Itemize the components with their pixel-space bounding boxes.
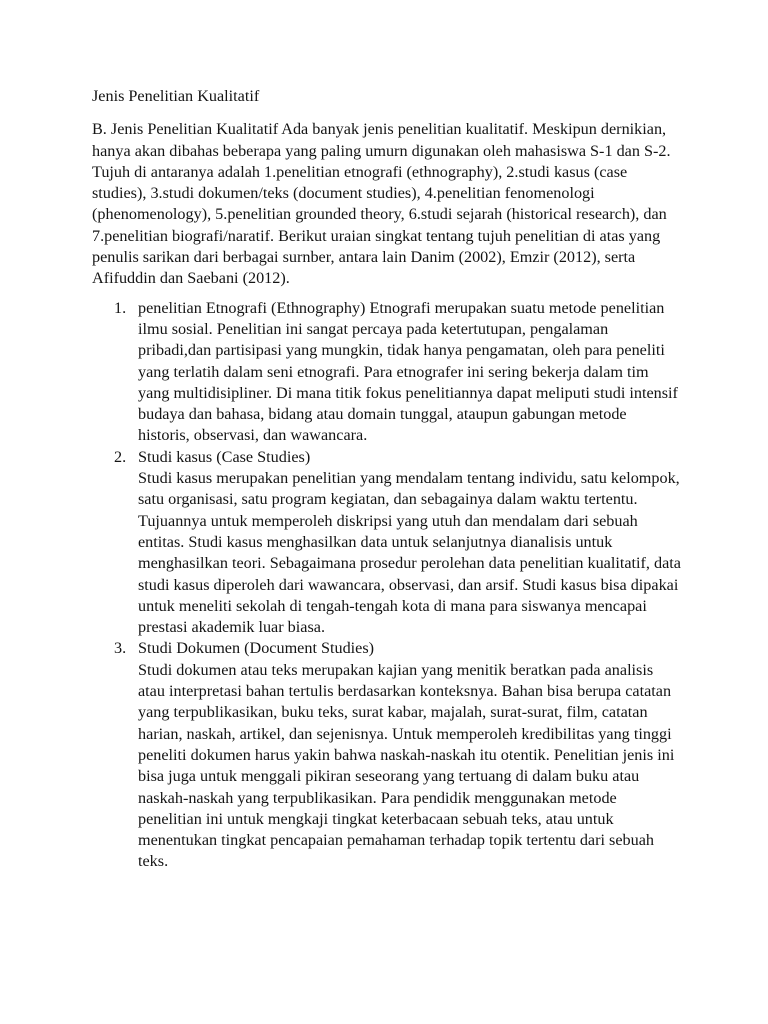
list-item-body: Studi dokumen atau teks merupakan kajian yang menitik beratkan pada analisis atau interpretasi bahan tertulis berdasarkan konteksnya. Bahan bisa berupa catatan yang terpublikasikan, buku teks, surat kabar, majalah, surat-surat, film, catatan harian, naskah, artikel, dan sejenisnya. Untuk memperoleh kredibilitas yang tinggi peneliti dokumen harus yakin bahwa naskah-naskah itu otentik. Penelitian jenis ini bisa juga untuk menggali pikiran seseorang yang tertuang di dalam buku atau naskah-naskah yang terpublikasikan. Para pendidik menggunakan metode penelitian ini untuk mengkaji tingkat keterbacaan sebuah teks, atau untuk menentukan tingkat pencapaian pemahaman terhadap topik tertentu dari sebuah teks. — [138, 660, 675, 871]
list-item-heading: penelitian Etnografi (Ethnography) — [138, 298, 366, 317]
intro-paragraph: B. Jenis Penelitian Kualitatif Ada banyak jenis penelitian kualitatif. Meskipun dernikian, hanya akan dibahas beberapa yang paling umurn digunakan oleh mahasiswa S-1 dan S-2. Tujuh di antaranya adalah 1.penelitian etnografi (ethnography), 2.studi kasus (case studies), 3.studi dokumen/teks (document studies), 4.penelitian fenomenologi (phenomenology), 5.penelitian grounded theory, 6.studi sejarah (historical research), dan 7.penelitian biografi/naratif. Berikut uraian singkat tentang tujuh penelitian di atas yang penulis sarikan dari berbagai surnber, antara lain Danim (2002), Emzir (2012), serta Afifuddin dan Saebani (2012). — [92, 120, 671, 288]
document-page — [92, 86, 682, 873]
list-item-number: 1. — [114, 298, 127, 317]
list-item-number: 3. — [114, 639, 127, 658]
list-item — [92, 298, 682, 447]
list-item-heading: Studi kasus (Case Studies) — [138, 447, 311, 466]
list-item-body: Studi kasus merupakan penelitian yang mendalam tentang individu, satu kelompok, satu organisasi, satu program kegiatan, dan sebagainya dalam waktu tertentu. Tujuannya untuk memperoleh diskripsi yang utuh dan mendalam dari sebuah entitas. Studi kasus menghasilkan data untuk selanjutnya dianalisis untuk menghasilkan teori. Sebagaimana prosedur perolehan data penelitian kualitatif, data studi kasus diperoleh dari wawancara, observasi, dan arsif. Studi kasus bisa dipakai untuk meneliti sekolah di tengah-tengah kota di mana para siswanya mencapai prestasi akademik luar biasa. — [138, 469, 681, 637]
list-item-number: 2. — [114, 447, 127, 466]
research-types-list — [92, 298, 682, 873]
list-item — [92, 638, 682, 872]
list-item-heading: Studi Dokumen (Document Studies) — [138, 639, 375, 658]
list-item-body: Etnografi merupakan suatu metode penelitian ilmu sosial. Penelitian ini sangat percaya pada ketertutupan, pengalaman pribadi,dan partisipasi yang mungkin, tidak hanya pengamatan, oleh para peneliti yang terlatih dalam seni etnografi. Para etnografer ini sering bekerja dalam tim yang multidisipliner. Di mana titik fokus penelitiannya dapat meliputi studi intensif budaya dan bahasa, bidang atau domain tunggal, ataupun gabungan metode historis, observasi, dan wawancara. — [138, 298, 678, 445]
document-title: Jenis Penelitian Kualitatif — [92, 87, 260, 105]
list-item — [92, 447, 682, 639]
